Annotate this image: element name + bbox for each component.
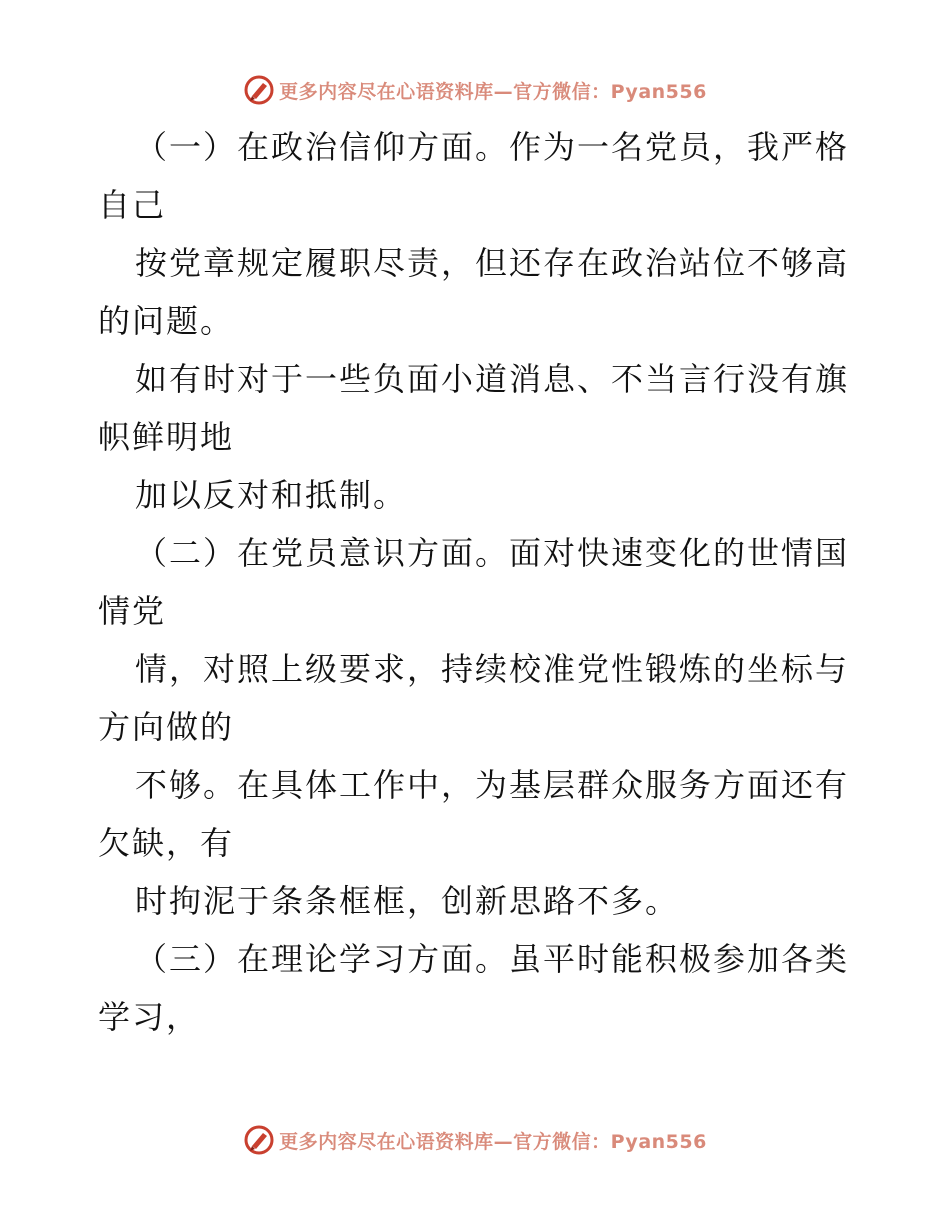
footer-banner	[0, 1120, 950, 1160]
text-line: 按党章规定履职尽责，但还存在政治站位不够高	[135, 244, 850, 282]
text-line: 欠缺，有	[98, 824, 235, 862]
text-line: 方向做的	[98, 708, 235, 746]
pen-seal-logo-icon	[243, 74, 275, 106]
text-line: （二）在党员意识方面。面对快速变化的世情国	[135, 534, 850, 572]
header-banner	[0, 70, 950, 110]
text-line: 学习，	[98, 998, 201, 1036]
banner-text: 更多内容尽在心语资料库—官方微信：Pyan556	[279, 1130, 707, 1153]
text-line: （三）在理论学习方面。虽平时能积极参加各类	[135, 940, 850, 978]
text-line: 帜鲜明地	[98, 418, 235, 456]
text-line: 加以反对和抵制。	[135, 476, 408, 514]
pen-seal-logo-icon	[243, 1124, 275, 1156]
text-line: （一）在政治信仰方面。作为一名党员，我严格	[135, 128, 850, 166]
text-line: 情党	[98, 592, 167, 630]
document-body	[98, 118, 858, 1046]
text-line: 不够。在具体工作中，为基层群众服务方面还有	[135, 766, 850, 804]
text-line: 情，对照上级要求，持续校准党性锻炼的坐标与	[135, 650, 850, 688]
text-line: 如有时对于一些负面小道消息、不当言行没有旗	[135, 360, 850, 398]
text-line: 时拘泥于条条框框，创新思路不多。	[135, 882, 680, 920]
banner-text: 更多内容尽在心语资料库—官方微信：Pyan556	[279, 80, 707, 103]
text-line: 的问题。	[98, 302, 235, 340]
text-line: 自己	[98, 186, 167, 224]
